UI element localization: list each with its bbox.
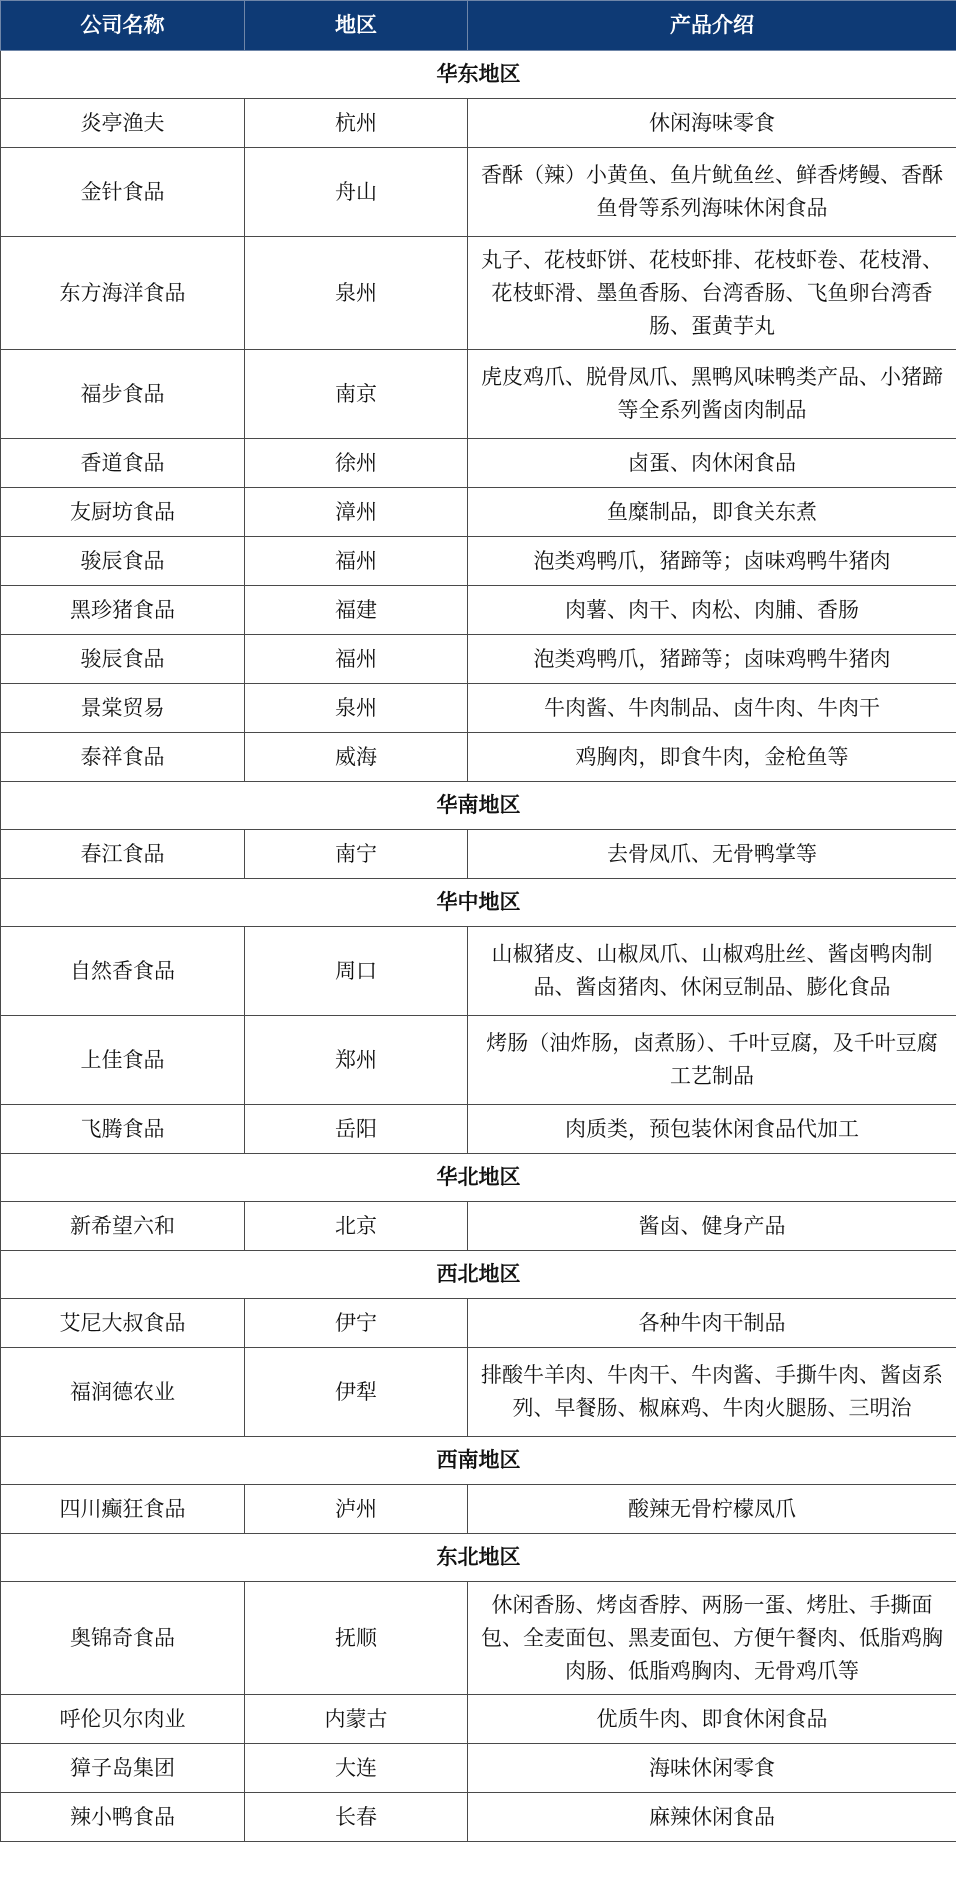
header-region: 地区 [245, 1, 468, 51]
header-product-intro: 产品介绍 [468, 1, 956, 51]
product-intro-cell: 烤肠（油炸肠，卤煮肠）、千叶豆腐，及千叶豆腐工艺制品 [468, 1016, 956, 1105]
product-intro-cell: 虎皮鸡爪、脱骨凤爪、黑鸭风味鸭类产品、小猪蹄等全系列酱卤肉制品 [468, 350, 956, 439]
company-name-cell: 呼伦贝尔肉业 [1, 1695, 245, 1744]
region-cell: 威海 [245, 733, 468, 782]
region-cell: 大连 [245, 1744, 468, 1793]
region-cell: 南宁 [245, 830, 468, 879]
section-title: 华东地区 [1, 51, 956, 99]
product-intro-cell: 鱼糜制品，即食关东煮 [468, 488, 956, 537]
region-cell: 福州 [245, 537, 468, 586]
company-name-cell: 飞腾食品 [1, 1105, 245, 1154]
section-row [1, 1437, 956, 1485]
product-intro-cell: 肉质类，预包装休闲食品代加工 [468, 1105, 956, 1154]
region-cell: 郑州 [245, 1016, 468, 1105]
section-title: 华北地区 [1, 1154, 956, 1202]
table-row [1, 1202, 956, 1251]
company-name-cell: 四川癫狂食品 [1, 1485, 245, 1534]
product-intro-cell: 优质牛肉、即食休闲食品 [468, 1695, 956, 1744]
table-row [1, 927, 956, 1016]
region-cell: 福建 [245, 586, 468, 635]
region-cell: 漳州 [245, 488, 468, 537]
company-name-cell: 泰祥食品 [1, 733, 245, 782]
table-row [1, 537, 956, 586]
region-cell: 内蒙古 [245, 1695, 468, 1744]
company-name-cell: 景棠贸易 [1, 684, 245, 733]
table-row [1, 148, 956, 237]
region-cell: 伊宁 [245, 1299, 468, 1348]
company-name-cell: 骏辰食品 [1, 537, 245, 586]
section-row [1, 782, 956, 830]
company-name-cell: 骏辰食品 [1, 635, 245, 684]
table-row [1, 1695, 956, 1744]
product-intro-cell: 排酸牛羊肉、牛肉干、牛肉酱、手撕牛肉、酱卤系列、早餐肠、椒麻鸡、牛肉火腿肠、三明治 [468, 1348, 956, 1437]
product-intro-cell: 香酥（辣）小黄鱼、鱼片鱿鱼丝、鲜香烤鳗、香酥鱼骨等系列海味休闲食品 [468, 148, 956, 237]
table-row [1, 635, 956, 684]
region-cell: 泸州 [245, 1485, 468, 1534]
table-row [1, 99, 956, 148]
table-row [1, 586, 956, 635]
product-intro-cell: 泡类鸡鸭爪，猪蹄等；卤味鸡鸭牛猪肉 [468, 635, 956, 684]
region-cell: 长春 [245, 1793, 468, 1842]
table-row [1, 488, 956, 537]
company-name-cell: 福步食品 [1, 350, 245, 439]
region-cell: 抚顺 [245, 1582, 468, 1695]
table-row [1, 1299, 956, 1348]
product-intro-cell: 去骨凤爪、无骨鸭掌等 [468, 830, 956, 879]
product-intro-cell: 休闲香肠、烤卤香脖、两肠一蛋、烤肚、手撕面包、全麦面包、黑麦面包、方便午餐肉、低脂鸡胸肉肠、低脂鸡胸肉、无骨鸡爪等 [468, 1582, 956, 1695]
section-title: 西北地区 [1, 1251, 956, 1299]
table-row [1, 439, 956, 488]
company-name-cell: 友厨坊食品 [1, 488, 245, 537]
company-name-cell: 自然香食品 [1, 927, 245, 1016]
table-row [1, 1485, 956, 1534]
section-row [1, 879, 956, 927]
table-row [1, 1582, 956, 1695]
region-cell: 伊犁 [245, 1348, 468, 1437]
company-name-cell: 新希望六和 [1, 1202, 245, 1251]
table-row [1, 1744, 956, 1793]
company-name-cell: 奥锦奇食品 [1, 1582, 245, 1695]
region-cell: 福州 [245, 635, 468, 684]
product-intro-cell: 酸辣无骨柠檬凤爪 [468, 1485, 956, 1534]
table-row [1, 1793, 956, 1842]
table-row [1, 684, 956, 733]
section-title: 东北地区 [1, 1534, 956, 1582]
table-body [1, 51, 956, 1842]
table-row [1, 830, 956, 879]
product-intro-cell: 酱卤、健身产品 [468, 1202, 956, 1251]
region-cell: 舟山 [245, 148, 468, 237]
header-company-name: 公司名称 [1, 1, 245, 51]
section-row [1, 1251, 956, 1299]
table-row [1, 733, 956, 782]
product-intro-cell: 麻辣休闲食品 [468, 1793, 956, 1842]
product-intro-cell: 牛肉酱、牛肉制品、卤牛肉、牛肉干 [468, 684, 956, 733]
region-cell: 泉州 [245, 684, 468, 733]
company-name-cell: 福润德农业 [1, 1348, 245, 1437]
product-intro-cell: 山椒猪皮、山椒凤爪、山椒鸡肚丝、酱卤鸭肉制品、酱卤猪肉、休闲豆制品、膨化食品 [468, 927, 956, 1016]
region-cell: 南京 [245, 350, 468, 439]
section-title: 西南地区 [1, 1437, 956, 1485]
product-intro-cell: 鸡胸肉，即食牛肉，金枪鱼等 [468, 733, 956, 782]
table-row [1, 1105, 956, 1154]
product-intro-cell: 肉薯、肉干、肉松、肉脯、香肠 [468, 586, 956, 635]
product-intro-cell: 泡类鸡鸭爪，猪蹄等；卤味鸡鸭牛猪肉 [468, 537, 956, 586]
company-name-cell: 上佳食品 [1, 1016, 245, 1105]
company-name-cell: 东方海洋食品 [1, 237, 245, 350]
company-name-cell: 辣小鸭食品 [1, 1793, 245, 1842]
section-row [1, 1534, 956, 1582]
section-title: 华中地区 [1, 879, 956, 927]
company-name-cell: 艾尼大叔食品 [1, 1299, 245, 1348]
company-name-cell: 黑珍猪食品 [1, 586, 245, 635]
product-intro-cell: 卤蛋、肉休闲食品 [468, 439, 956, 488]
section-row [1, 51, 956, 99]
company-name-cell: 獐子岛集团 [1, 1744, 245, 1793]
product-intro-cell: 休闲海味零食 [468, 99, 956, 148]
header-row [1, 1, 956, 51]
table-row [1, 350, 956, 439]
region-cell: 杭州 [245, 99, 468, 148]
region-cell: 北京 [245, 1202, 468, 1251]
company-name-cell: 春江食品 [1, 830, 245, 879]
region-cell: 徐州 [245, 439, 468, 488]
region-cell: 周口 [245, 927, 468, 1016]
table-row [1, 1348, 956, 1437]
product-intro-cell: 各种牛肉干制品 [468, 1299, 956, 1348]
company-name-cell: 香道食品 [1, 439, 245, 488]
company-name-cell: 金针食品 [1, 148, 245, 237]
table-row [1, 1016, 956, 1105]
region-cell: 泉州 [245, 237, 468, 350]
section-row [1, 1154, 956, 1202]
product-intro-cell: 海味休闲零食 [468, 1744, 956, 1793]
region-cell: 岳阳 [245, 1105, 468, 1154]
section-title: 华南地区 [1, 782, 956, 830]
product-intro-cell: 丸子、花枝虾饼、花枝虾排、花枝虾卷、花枝滑、花枝虾滑、墨鱼香肠、台湾香肠、飞鱼卵台湾香肠、蛋黄芋丸 [468, 237, 956, 350]
company-name-cell: 炎亭渔夫 [1, 99, 245, 148]
table-row [1, 237, 956, 350]
